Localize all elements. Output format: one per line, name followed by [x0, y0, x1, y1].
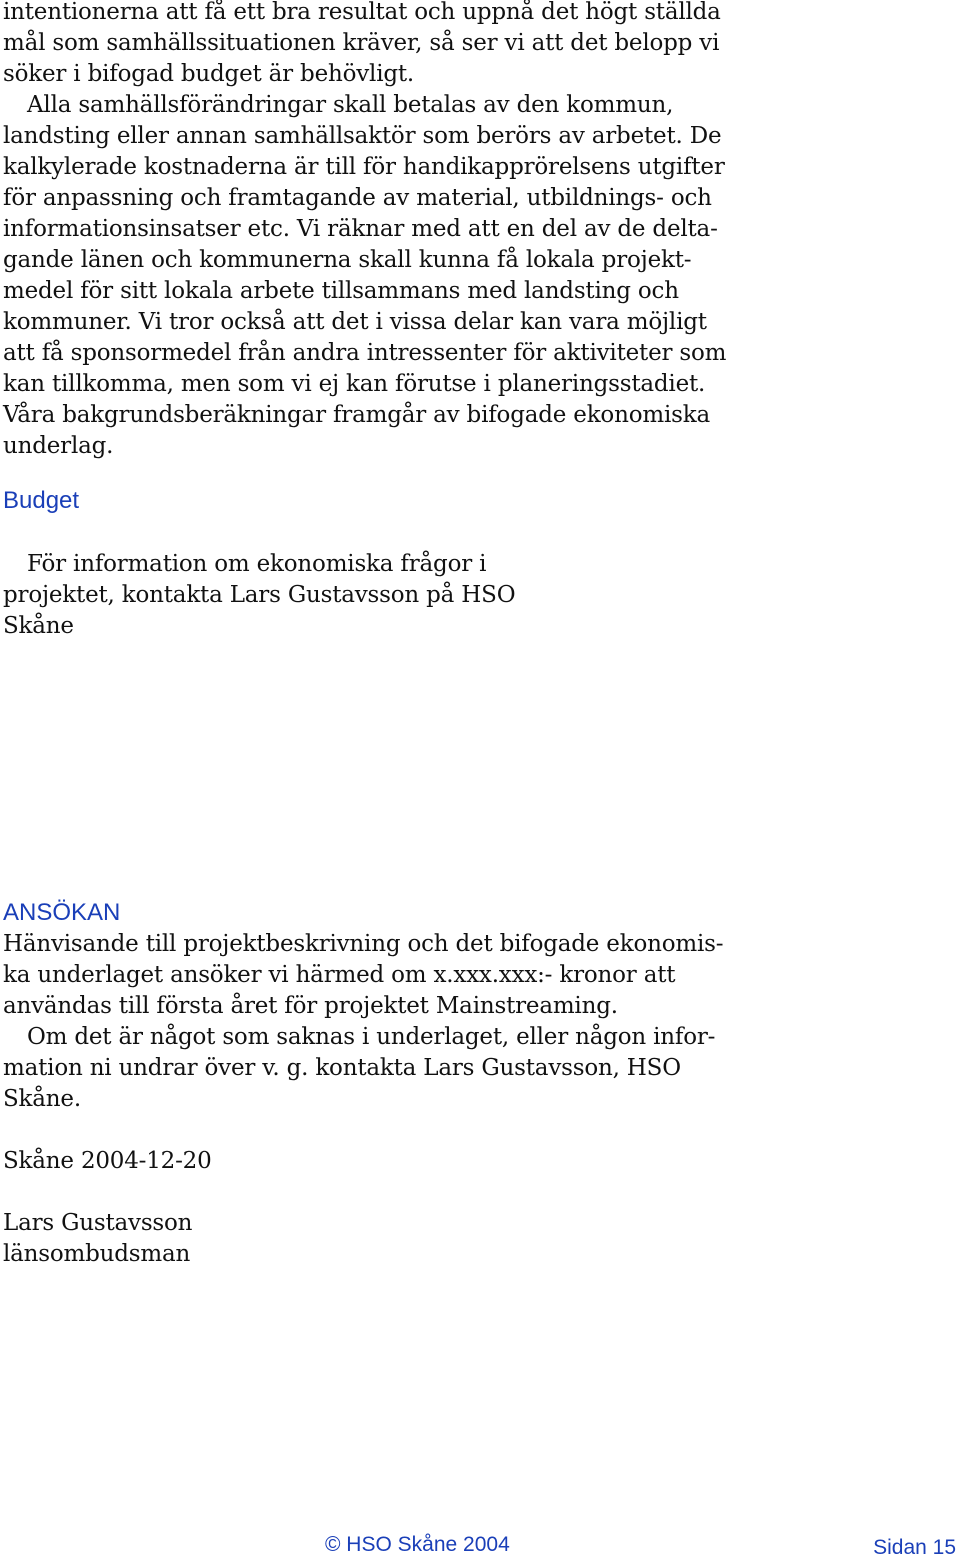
budget-line: För information om ekonomiska frågor i — [27, 551, 487, 577]
body-line: medel för sitt lokala arbete tillsammans med landsting och — [3, 278, 679, 304]
body-line: Alla samhällsförändringar skall betalas av den kommun, — [27, 92, 674, 118]
body-line: kalkylerade kostnaderna är till för handikapprörelsens utgifter — [3, 154, 725, 180]
footer-page-number: Sidan 15 — [873, 1536, 956, 1559]
ansokan-line: Om det är något som saknas i underlaget, eller någon infor- — [27, 1024, 716, 1050]
body-line: gande länen och kommunerna skall kunna få lokala projekt- — [3, 247, 692, 273]
signer-name: Lars Gustavsson — [3, 1210, 193, 1236]
budget-line: Skåne — [3, 613, 74, 639]
body-line: kommuner. Vi tror också att det i vissa delar kan vara möjligt — [3, 309, 707, 335]
body-line: Våra bakgrundsberäkningar framgår av bifogade ekonomiska — [3, 402, 710, 428]
body-line: mål som samhällssituationen kräver, så ser vi att det belopp vi — [3, 30, 720, 56]
body-line: underlag. — [3, 433, 114, 459]
budget-line: projektet, kontakta Lars Gustavsson på HSO — [3, 582, 516, 608]
ansokan-line: användas till första året för projektet Mainstreaming. — [3, 993, 618, 1019]
signer-title: länsombudsman — [3, 1241, 191, 1267]
budget-heading: Budget — [3, 487, 80, 514]
body-line: kan tillkomma, men som vi ej kan förutse i planeringsstadiet. — [3, 371, 706, 397]
body-line: informationsinsatser etc. Vi räknar med att en del av de delta- — [3, 216, 718, 242]
body-line: intentionerna att få ett bra resultat och uppnå det högt ställda — [3, 0, 721, 25]
body-line: för anpassning och framtagande av material, utbildnings- och — [3, 185, 712, 211]
body-line: söker i bifogad budget är behövligt. — [3, 61, 415, 87]
ansokan-line: mation ni undrar över v. g. kontakta Lars Gustavsson, HSO — [3, 1055, 681, 1081]
ansokan-heading: ANSÖKAN — [3, 899, 121, 926]
body-line: landsting eller annan samhällsaktör som berörs av arbetet. De — [3, 123, 722, 149]
footer-copyright: © HSO Skåne 2004 — [325, 1533, 510, 1556]
body-line: att få sponsormedel från andra intressenter för aktiviteter som — [3, 340, 727, 366]
ansokan-line: Hänvisande till projektbeskrivning och det bifogade ekonomis- — [3, 931, 724, 957]
place-date: Skåne 2004-12-20 — [3, 1148, 212, 1174]
ansokan-line: ka underlaget ansöker vi härmed om x.xxx.xxx:- kronor att — [3, 962, 676, 988]
ansokan-line: Skåne. — [3, 1086, 81, 1112]
